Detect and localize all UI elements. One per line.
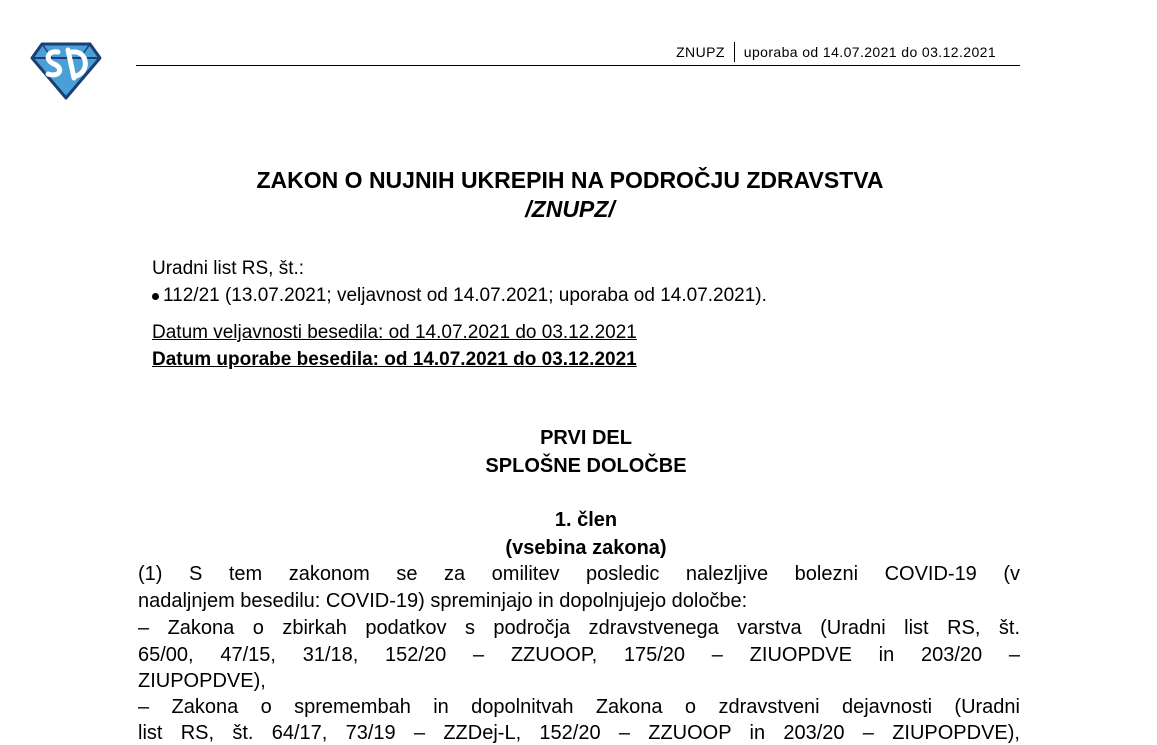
body-line: – Zakona o spremembah in dopolnitvah Zakona o zdravstveni dejavnosti (Uradni xyxy=(138,696,1020,718)
diamond-logo-icon xyxy=(28,38,104,102)
validity-date: Datum veljavnosti besedila: od 14.07.2021 do 03.12.2021 xyxy=(152,322,637,343)
part-heading: PRVI DEL xyxy=(540,427,632,449)
article-heading: 1. člen xyxy=(554,509,618,531)
body-line: list RS, št. 64/17, 73/19 – ZZDej-L, 152/20 – ZZUOOP in 203/20 – ZIUPOPDVE), xyxy=(138,722,1020,744)
header-text xyxy=(676,44,996,62)
body-line: nadaljnjem besedilu: COVID-19) spreminjajo in dopolnjujejo določbe: xyxy=(138,590,748,612)
body-line: – Zakona o zbirkah podatkov s področja zdravstvenega varstva (Uradni list RS, št. xyxy=(138,617,1020,639)
usage-date: Datum uporabe besedila: od 14.07.2021 do 03.12.2021 xyxy=(152,349,637,370)
header-usage-period: uporaba od 14.07.2021 do 03.12.2021 xyxy=(743,44,996,60)
logo xyxy=(28,38,104,102)
gazette-label: Uradni list RS, št.: xyxy=(152,258,305,279)
body-line: (1) S tem zakonom se za omilitev posledic nalezljive bolezni COVID-19 (v xyxy=(138,563,1020,585)
article-title: (vsebina zakona) xyxy=(505,537,667,559)
body-line: 65/00, 47/15, 31/18, 152/20 – ZZUOOP, 175/20 – ZIUOPDVE in 203/20 – xyxy=(138,644,1020,666)
document-header xyxy=(136,44,1020,66)
document-title: ZAKON O NUJNIH UKREPIH NA PODROČJU ZDRAVSTVA xyxy=(256,167,884,193)
body-line: ZIUPOPDVE), xyxy=(138,670,266,692)
part-title: SPLOŠNE DOLOČBE xyxy=(485,455,687,477)
bullet-icon xyxy=(152,293,159,300)
header-abbrev: ZNUPZ xyxy=(676,44,725,60)
document-abbrev-title: /ZNUPZ/ xyxy=(525,196,615,222)
header-separator xyxy=(734,42,735,62)
gazette-entry-text: 112/21 (13.07.2021; veljavnost od 14.07.2021; uporaba od 14.07.2021). xyxy=(163,285,767,306)
gazette-entry xyxy=(152,285,767,307)
